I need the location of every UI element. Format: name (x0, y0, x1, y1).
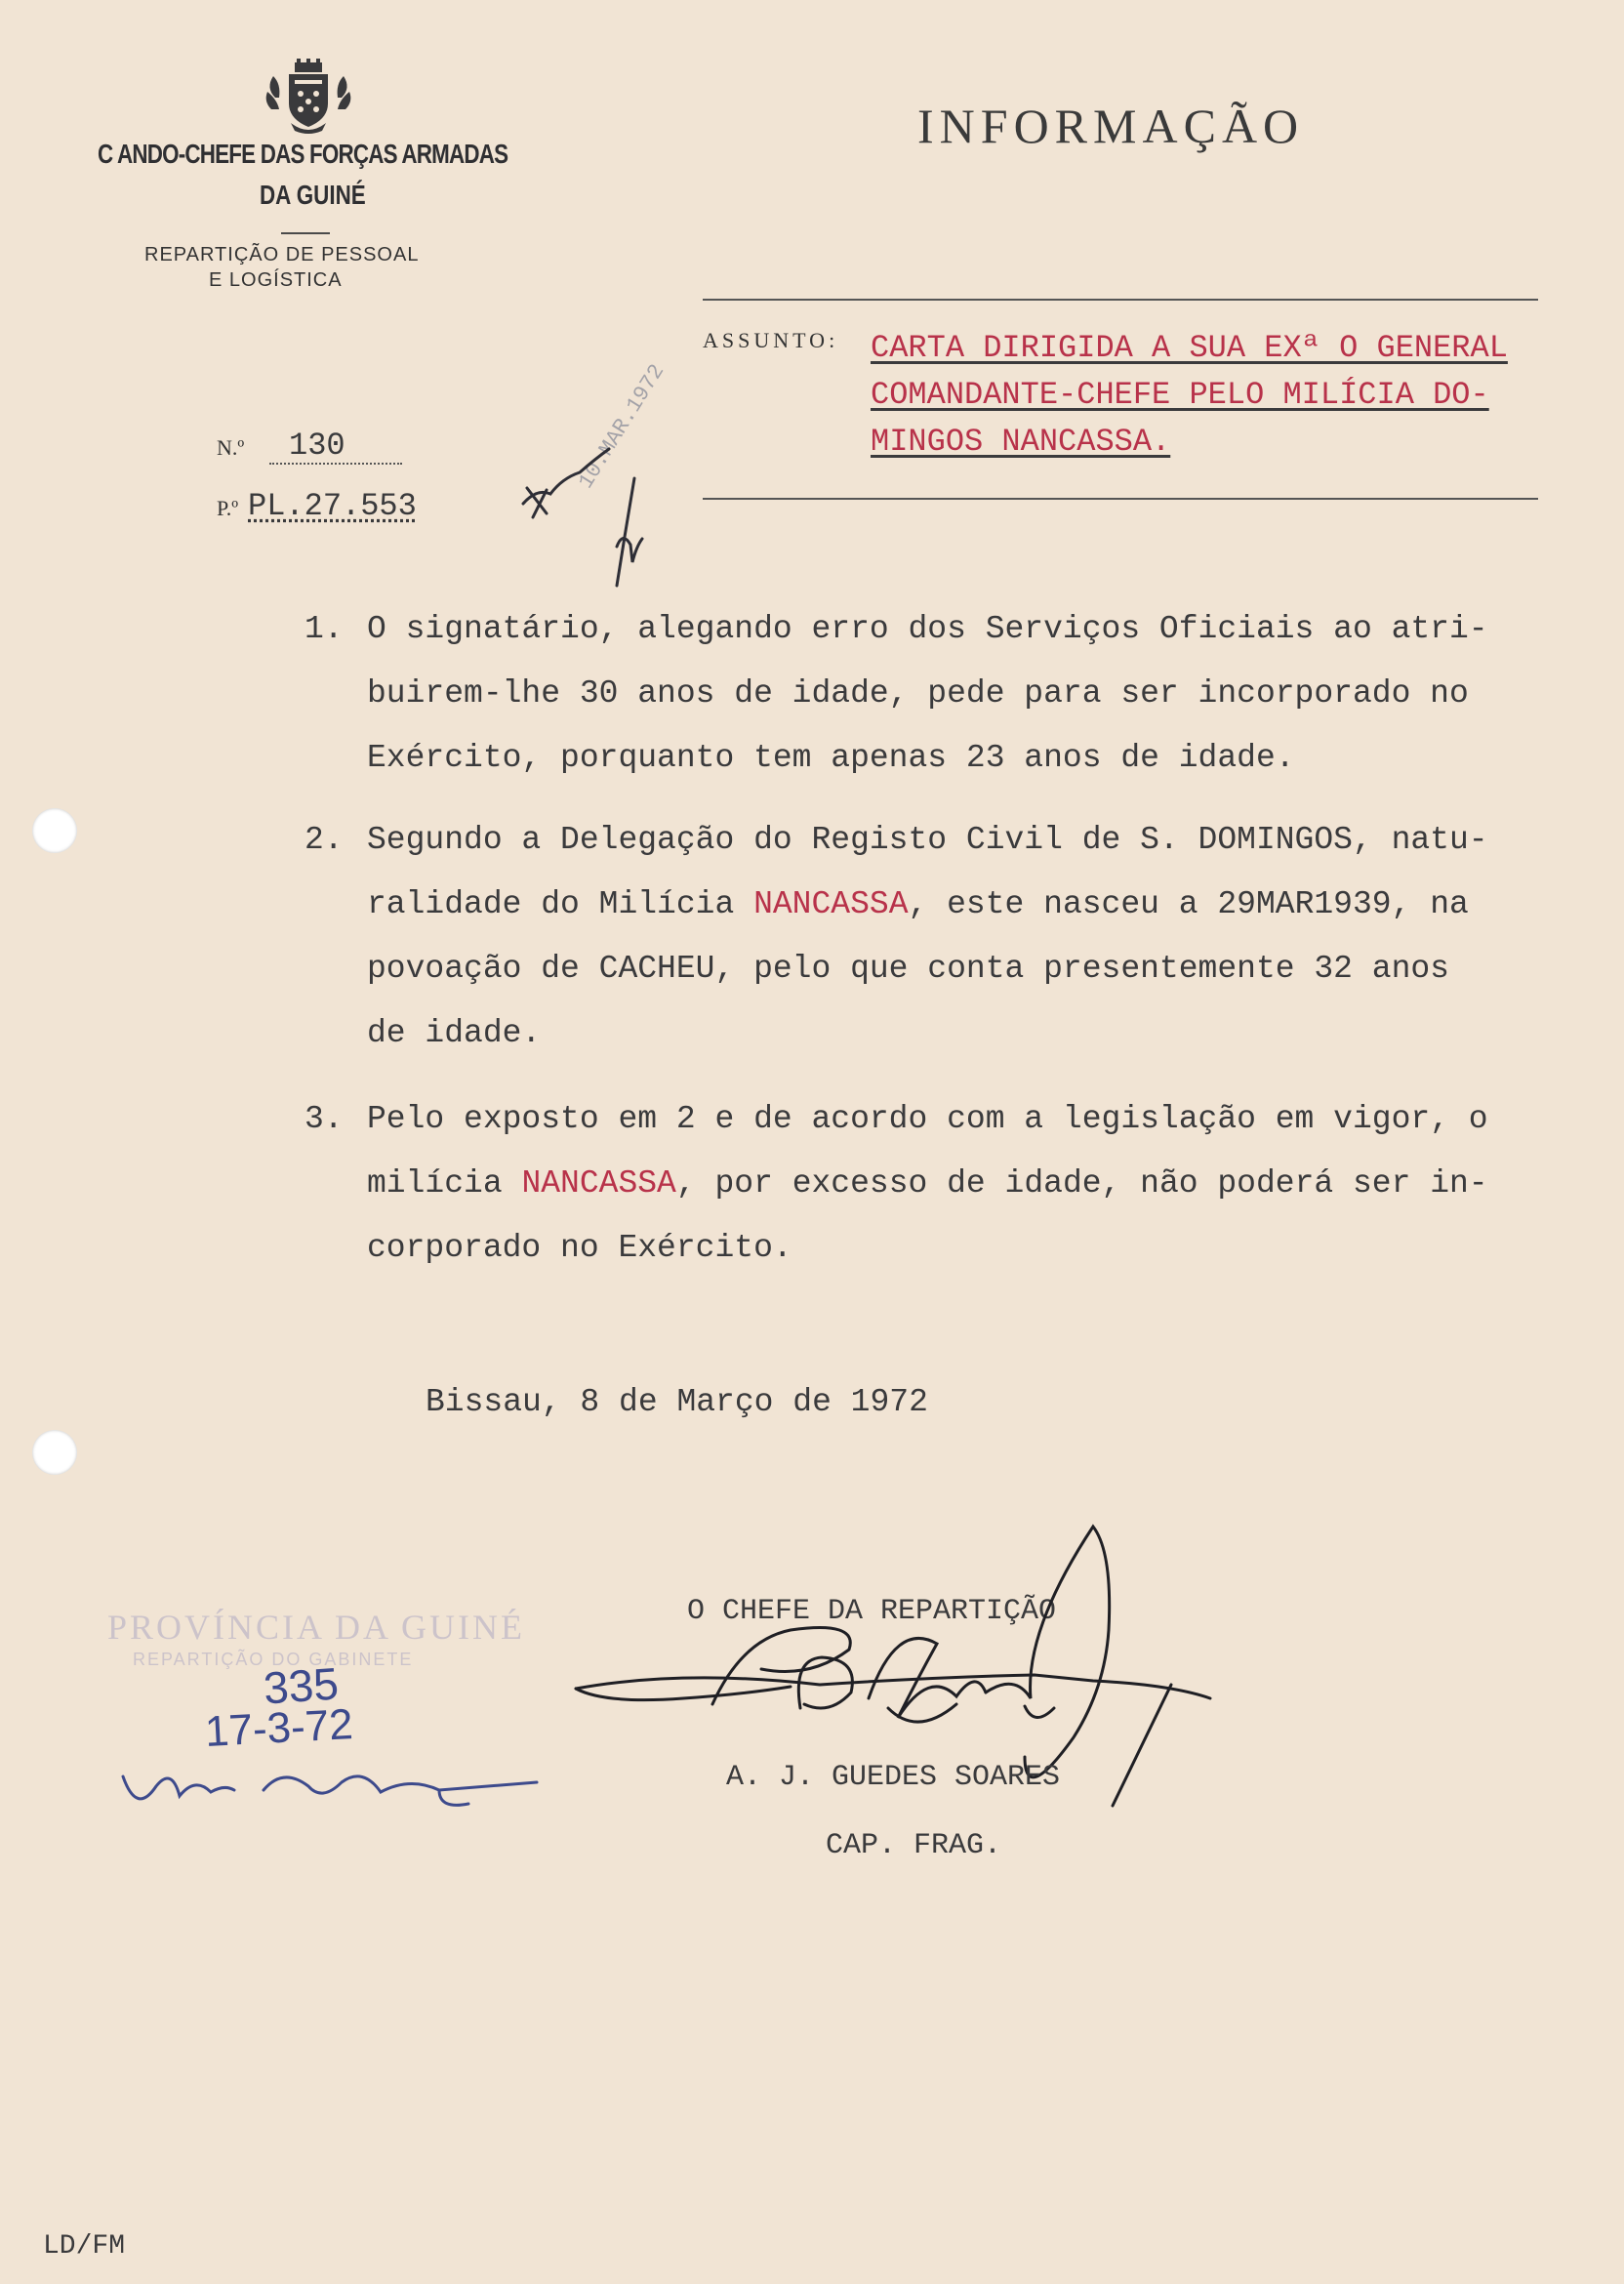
handwritten-initials-scribble (117, 1747, 547, 1825)
reception-stamp-title: PROVÍNCIA DA GUINÉ (107, 1608, 526, 1647)
subject-label: ASSUNTO: (703, 328, 839, 352)
place-and-date: Bissau, 8 de Março de 1972 (426, 1384, 928, 1420)
paragraph-1-line-1: O signatário, alegando erro dos Serviços Oficiais ao atri- (367, 611, 1488, 647)
subject-bottom-rule (703, 498, 1538, 500)
org-name-line1: C ANDO-CHEFE DAS FORÇAS ARMADAS (98, 139, 508, 169)
document-type-heading: INFORMAÇÃO (917, 99, 1305, 153)
paragraph-1-line-2: buirem-lhe 30 anos de idade, pede para ser incorporado no (367, 675, 1469, 712)
number-value: 130 (289, 428, 345, 464)
subject-line-3: MINGOS NANCASSA. (871, 424, 1171, 460)
handwritten-signature (566, 1513, 1230, 1864)
paragraph-3-line-2 (367, 1165, 1488, 1202)
subject-top-rule (703, 299, 1538, 301)
paragraph-3-line-3: corporado no Exército. (367, 1230, 792, 1266)
paragraph-2-line-2 (367, 886, 1469, 922)
signatory-name: A. J. GUEDES SOARES (726, 1761, 1061, 1794)
number-dotted-line (269, 463, 402, 465)
paragraph-2-line-2-start: ralidade do Milícia (367, 886, 754, 922)
typist-initials: LD/FM (43, 2231, 126, 2262)
handwritten-entry-number: 335 (262, 1657, 341, 1714)
militia-surname: NANCASSA (521, 1165, 676, 1202)
department-line1: REPARTIÇÃO DE PESSOAL (144, 244, 420, 265)
paragraph-2-line-2-end: , este nasceu a 29MAR1939, na (908, 886, 1469, 922)
org-name-line2: DA GUINÉ (260, 180, 366, 210)
signatory-title: O CHEFE DA REPARTIÇÃO (687, 1595, 1057, 1628)
coat-of-arms-icon (262, 59, 355, 137)
paragraph-1-line-3: Exército, porquanto tem apenas 23 anos de idade. (367, 740, 1295, 776)
paragraph-3-line-2-start: milícia (367, 1165, 522, 1202)
punch-hole (32, 808, 77, 853)
paragraph-3-number: 3. (304, 1101, 344, 1137)
process-label: P.º (217, 496, 239, 520)
paragraph-2-line-1: Segundo a Delegação do Registo Civil de S. DOMINGOS, natu- (367, 822, 1488, 858)
punch-hole (32, 1430, 77, 1475)
department-line2: E LOGÍSTICA (209, 269, 343, 291)
received-date-stamp: 10.MAR.1972 (574, 359, 670, 494)
paragraph-3-line-1: Pelo exposto em 2 e de acordo com a legislação em vigor, o (367, 1101, 1488, 1137)
signatory-rank: CAP. FRAG. (826, 1829, 1002, 1862)
subject-line-1: CARTA DIRIGIDA A SUA EXª O GENERAL (871, 330, 1508, 366)
number-label: N.º (217, 435, 245, 460)
header-divider (281, 232, 330, 234)
handwritten-entry-date: 17-3-72 (203, 1700, 354, 1756)
subject-line-2: COMANDANTE-CHEFE PELO MILÍCIA DO- (871, 377, 1489, 413)
process-value: PL.27.553 (248, 488, 417, 524)
militia-surname: NANCASSA (753, 886, 909, 922)
paragraph-2-line-4: de idade. (367, 1015, 542, 1051)
paragraph-1-number: 1. (304, 611, 344, 647)
paragraph-2-number: 2. (304, 822, 344, 858)
handwritten-initials-mark (508, 429, 683, 605)
paragraph-2-line-3: povoação de CACHEU, pelo que conta presentemente 32 anos (367, 951, 1449, 987)
reception-stamp-subtitle: REPARTIÇÃO DO GABINETE (133, 1650, 414, 1669)
paragraph-3-line-2-end: , por excesso de idade, não poderá ser in- (675, 1165, 1488, 1202)
